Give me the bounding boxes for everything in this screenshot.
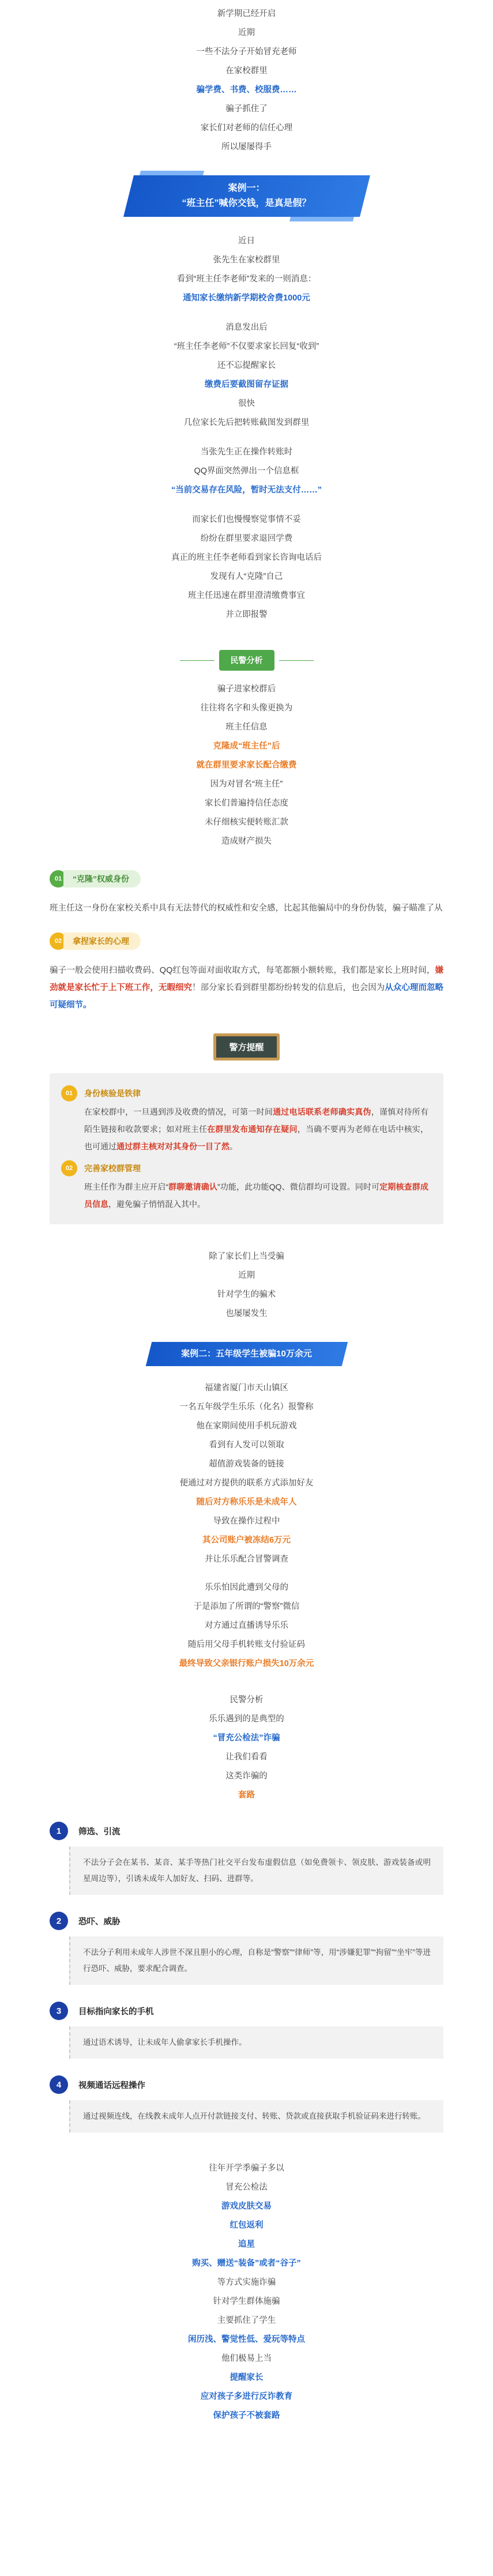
- police-analysis-pill: 民警分析: [219, 650, 274, 671]
- final-line-highlight: 游戏皮肤交易: [221, 2202, 272, 2211]
- analysis-line: 造成财产损失: [221, 837, 272, 846]
- story-line: 消息发出后: [225, 323, 268, 332]
- tip2-badge: 02: [61, 1160, 77, 1176]
- story-line: 于是添加了所谓的“警察”微信: [193, 1602, 300, 1611]
- final-line-highlight: 购买、赠送“装备”或者“谷子”: [192, 2259, 301, 2268]
- transition-line: 近期: [238, 1271, 255, 1280]
- final-line-highlight: 红包返利: [229, 2221, 264, 2230]
- step-title: 恐吓、威胁: [78, 1917, 121, 1927]
- step-number: 4: [50, 2075, 68, 2094]
- story-line: 乐乐怕因此遭到父母的: [205, 1583, 288, 1592]
- step-title: 视频通话远程操作: [78, 2081, 145, 2090]
- police-tips-box: [50, 1073, 443, 1224]
- steps-list: [0, 1819, 493, 2133]
- tip2-highlight: 群聊邀请确认: [168, 1182, 218, 1191]
- police-tips-board: 警方提醒: [213, 1033, 279, 1061]
- story-line: 超值游戏装备的链接: [209, 1460, 284, 1469]
- tip1-highlight: 通过电话联系老师确实真伪: [273, 1107, 371, 1116]
- banner-accent: [140, 171, 204, 175]
- transition-line: 针对学生的骗术: [217, 1290, 276, 1299]
- intro-line: 近期: [238, 28, 255, 37]
- story-line: QQ界面突然弹出一个信息框: [194, 467, 299, 476]
- tip1-highlight: 通过群主核对对其身份一目了然: [116, 1142, 229, 1151]
- analysis2-block: [0, 1691, 493, 1805]
- story-line: 一名五年级学生乐乐（化名）报警称: [179, 1402, 314, 1412]
- final-line: 他们极易上当: [221, 2354, 272, 2363]
- analysis-line: 因为对冒名“班主任”: [210, 780, 283, 789]
- analysis-line: 未仔细核实便转账汇款: [205, 818, 288, 827]
- final-block: [0, 2159, 493, 2425]
- step-item: [0, 1909, 493, 1985]
- story-line-highlight: 通知家长缴纳新学期校舍费1000元: [183, 294, 310, 303]
- case1-banner: [129, 168, 365, 224]
- case2-banner: [149, 1336, 345, 1373]
- analysis2-line: 乐乐遇到的是典型的: [209, 1714, 284, 1724]
- case1-banner-label: 案例一：: [228, 183, 265, 193]
- step-body: 不法分子利用未成年人涉世不深且胆小的心理，自称是“警察”“律师”等，用“涉嫌犯罪”“拘留”“坐牢”等进行恐吓、威胁，要求配合调查。: [69, 1936, 443, 1985]
- final-line: 往年开学季骗子多以: [209, 2164, 284, 2173]
- tip2-text-part: ，避免骗子悄悄混入其中。: [108, 1199, 205, 1209]
- section2-paragraph: [0, 962, 493, 1014]
- tip2-text: [84, 1178, 428, 1213]
- tip1-text-part: 在家校群中，一旦遇到涉及收费的情况，可第一时间: [84, 1107, 273, 1116]
- tip1-text-part: ，谨慎对待所有陌生链接和收款要求；如对班主任: [84, 1107, 429, 1134]
- story-line: 并让乐乐配合冒警调查: [205, 1555, 288, 1564]
- tip1-text: [84, 1103, 428, 1155]
- step-item: [0, 1999, 493, 2059]
- final-line-highlight: 提醒家长: [229, 2373, 264, 2382]
- case1-story: [0, 224, 493, 625]
- case1-banner-title: “班主任”喊你交钱，是真是假？: [182, 198, 311, 208]
- section2-highlight: 从众心理而忽略可疑细节。: [50, 983, 444, 1010]
- banner-accent: [289, 217, 354, 221]
- analysis2-line: 民警分析: [229, 1695, 264, 1705]
- story-line: 并立即报警: [225, 610, 268, 619]
- final-line: 主要抓住了学生: [217, 2316, 276, 2325]
- intro-line: 所以屡屡得手: [221, 142, 272, 152]
- story-line-highlight: 最终导致父亲银行账户损失10万余元: [179, 1659, 314, 1668]
- section2-heading: [50, 928, 493, 954]
- story-line-highlight: 缴费后要截图留存证据: [205, 380, 288, 389]
- police-analysis-block: [0, 671, 493, 851]
- story-line: 福建省厦门市天山镇区: [205, 1383, 288, 1393]
- story-line: 他在家期间使用手机玩游戏: [196, 1421, 297, 1431]
- analysis2-line: 让我们看看: [225, 1753, 268, 1762]
- tip1-badge: 01: [61, 1085, 77, 1101]
- story-line: “班主任李老师”不仅要求家长回复“收到”: [174, 342, 319, 351]
- intro-line: 家长们对老师的信任心理: [200, 123, 293, 133]
- intro-line: 骗子抓住了: [225, 104, 268, 114]
- analysis2-line: 这类诈骗的: [225, 1772, 268, 1781]
- transition-block: [0, 1247, 493, 1323]
- section2-badge: 02: [50, 932, 67, 950]
- tip2-highlight: 定期核查群成员信息: [84, 1182, 428, 1209]
- intro-line: 新学期已经开启: [217, 9, 276, 18]
- final-line: 针对学生群体施骗: [213, 2297, 280, 2306]
- story-line: 随后用父母手机转账支付验证码: [188, 1640, 305, 1649]
- transition-line: 也屡屡发生: [225, 1309, 268, 1318]
- analysis-line-highlight: 克隆成“班主任”后: [213, 742, 280, 751]
- section2-title: 拿捏家长的心理: [63, 932, 141, 950]
- tip1-highlight: 在群里发布通知存在疑问: [207, 1125, 298, 1134]
- final-line: 冒充公检法: [225, 2183, 268, 2192]
- story-line: 几位家长先后把转账截图发到群里: [183, 418, 310, 427]
- story-line: 发现有人“克隆”自己: [210, 572, 283, 581]
- tip2-title: 完善家校群管理: [84, 1164, 141, 1173]
- analysis-line: 家长们普遍持信任态度: [205, 799, 288, 808]
- step-title: 目标指向家长的手机: [78, 2007, 154, 2017]
- analysis-line: 往往将名字和头像更换为: [200, 704, 293, 713]
- story-line: 而家长们也慢慢察觉事情不妥: [192, 515, 301, 524]
- story-line: 还不忘提醒家长: [217, 361, 276, 370]
- story-line: 纷纷在群里要求退回学费: [200, 534, 293, 543]
- story-line: 看到“班主任李老师”发来的一则消息：: [176, 274, 317, 284]
- analysis2-line-highlight: 套路: [238, 1791, 255, 1800]
- story-line: 真正的班主任李老师看到家长咨询电话后: [171, 553, 322, 562]
- story-line: 很快: [238, 399, 255, 408]
- step-body: 通过视频连线，在线教未成年人点开付款链接支付、转账、贷款或直接获取手机验证码来进行转账。: [69, 2100, 443, 2133]
- step-title: 筛选、引流: [78, 1827, 121, 1837]
- intro-line-highlight: 骗学费、书费、校服费……: [196, 85, 297, 95]
- tip1-title: 身份核验是铁律: [84, 1089, 141, 1098]
- analysis-line: 班主任信息: [225, 723, 268, 732]
- section1-paragraph: [0, 900, 493, 917]
- police-analysis-header: [0, 650, 493, 671]
- case2-banner-title: 案例二：五年级学生被骗10万余元: [181, 1349, 312, 1359]
- step-number: 3: [50, 2002, 68, 2020]
- tip1-heading: [65, 1084, 428, 1103]
- story-line-highlight: 随后对方称乐乐是未成年人: [196, 1498, 297, 1507]
- transition-line: 除了家长们上当受骗: [209, 1252, 284, 1261]
- story-line: 便通过对方提供的联系方式添加好友: [179, 1479, 314, 1488]
- step-body: 通过语术诱导，让未成年人偷拿家长手机操作。: [69, 2026, 443, 2059]
- story-line: 近日: [238, 236, 255, 246]
- story-line: 张先生在家校群里: [213, 255, 280, 265]
- police-tips-header: [0, 1033, 493, 1061]
- section1-title: “克隆”权威身份: [63, 870, 141, 888]
- section1-text: 班主任这一身份在家校关系中具有无法替代的权威性和安全感，比起其他骗局中的身份伪装，骗子瞄准了从: [50, 904, 443, 913]
- story-line: 班主任迅速在群里澄清缴费事宜: [188, 591, 305, 600]
- intro-line: 一些不法分子开始冒充老师: [196, 47, 297, 57]
- step-item: [0, 1819, 493, 1895]
- tip1-text-part: ，当确不要再为老师在电话中核实，也可通过: [84, 1125, 429, 1151]
- final-line: 等方式实施诈骗: [217, 2278, 276, 2287]
- story-line: 看到有人发可以领取: [209, 1441, 284, 1450]
- final-line-highlight: 追星: [238, 2240, 255, 2249]
- step-number: 1: [50, 1822, 68, 1840]
- tip2-text-part: ”功能，此功能QQ、微信群均可设置。同时可: [217, 1182, 380, 1191]
- story-line: 当张先生正在操作转账时: [200, 447, 293, 457]
- step-body: 不法分子会在某书、某音、某手等热门社交平台发布虚假信息（如免费领卡、领皮肤、游戏装备或明星周边等），引诱未成年人加好友、扫码、进群等。: [69, 1847, 443, 1895]
- tip1-text-part: 。: [229, 1142, 238, 1151]
- story-line-highlight: 其公司账户被冻结6万元: [202, 1536, 291, 1545]
- section1-badge: 01: [50, 870, 67, 888]
- section2-text: ！部分家长看到群里都纷纷转发的信息后，也会因为: [192, 983, 385, 992]
- section2-text: 骗子一般会使用扫描收费码、QQ红包等面对面收取方式，每笔都额小额转账，我们都是家长上班时间，: [50, 966, 435, 975]
- analysis2-line-highlight: “冒充公检法”诈骗: [213, 1733, 280, 1743]
- story-line-highlight: “当前交易存在风险，暂时无法支付……”: [171, 486, 322, 495]
- final-line-highlight: 闲历浅、警觉性低、爱玩等特点: [188, 2335, 305, 2344]
- intro-block: [0, 0, 493, 157]
- section1-heading: [50, 866, 493, 892]
- step-number: 2: [50, 1912, 68, 1930]
- tip2-text-part: 班主任作为群主应开启“: [84, 1182, 169, 1191]
- intro-line: 在家校群里: [225, 66, 268, 76]
- story-line: 对方通过直播诱导乐乐: [205, 1621, 288, 1630]
- final-line-highlight: 应对孩子多进行反诈教育: [200, 2392, 293, 2401]
- final-line-highlight: 保护孩子不被套路: [213, 2411, 280, 2420]
- analysis-line-highlight: 就在群里要求家长配合缴费: [196, 761, 297, 770]
- case2-story: [0, 1373, 493, 1674]
- story-line: 导致在操作过程中: [213, 1517, 280, 1526]
- section2-highlight: 嫌劲就是家长忙于上下班工作，无暇细究: [50, 966, 443, 992]
- tip2-heading: [65, 1159, 428, 1178]
- step-item: [0, 2073, 493, 2133]
- analysis-line: 骗子进家校群后: [217, 685, 276, 694]
